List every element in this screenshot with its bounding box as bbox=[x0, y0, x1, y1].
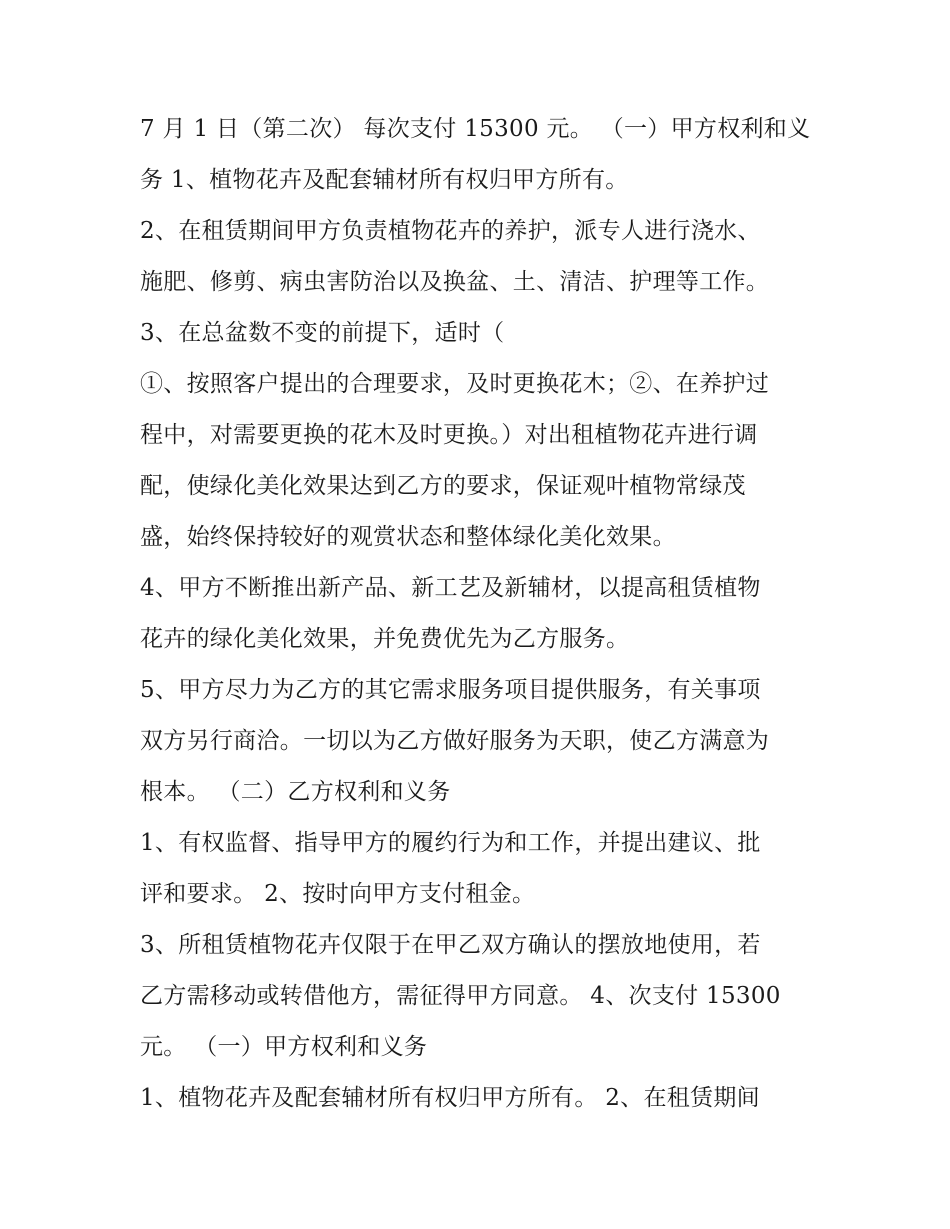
text-line: 3、所租赁植物花卉仅限于在甲乙双方确认的摆放地使用，若 bbox=[140, 932, 761, 958]
text-line: 4、甲方不断推出新产品、新工艺及新辅材，以提高租赁植物 bbox=[140, 575, 761, 601]
text-line: 5、甲方尽力为乙方的其它需求服务项目提供服务，有关事项 bbox=[140, 677, 761, 703]
text-line: 程中，对需要更换的花木及时更换。）对出租植物花卉进行调 bbox=[140, 422, 758, 448]
text-line: 务 1、植物花卉及配套辅材所有权归甲方所有。 bbox=[140, 167, 629, 193]
text-line: 1、植物花卉及配套辅材所有权归甲方所有。 2、在租赁期间 bbox=[140, 1085, 760, 1111]
text-line: 根本。 （二）乙方权利和义务 bbox=[140, 779, 451, 805]
text-line: 评和要求。 2、按时向甲方支付租金。 bbox=[140, 881, 536, 907]
text-line: 配，使绿化美化效果达到乙方的要求，保证观叶植物常绿茂 bbox=[140, 473, 746, 499]
text-line: 双方另行商洽。一切以为乙方做好服务为天职，使乙方满意为 bbox=[140, 728, 770, 754]
text-line: 花卉的绿化美化效果，并免费优先为乙方服务。 bbox=[140, 626, 630, 652]
text-line: ①、按照客户提出的合理要求，及时更换花木；②、在养护过 bbox=[140, 371, 770, 397]
text-line: 乙方需移动或转借他方，需征得甲方同意。 4、次支付 15300 bbox=[140, 983, 781, 1009]
text-line: 1、有权监督、指导甲方的履约行为和工作，并提出建议、批 bbox=[140, 830, 761, 856]
text-line: 元。 （一）甲方权利和义务 bbox=[140, 1034, 428, 1060]
text-line: 施肥、修剪、病虫害防治以及换盆、土、清洁、护理等工作。 bbox=[140, 269, 770, 295]
text-line: 2、在租赁期间甲方负责植物花卉的养护，派专人进行浇水、 bbox=[140, 218, 761, 244]
text-line: 3、在总盆数不变的前提下，适时（ bbox=[140, 320, 505, 346]
text-line: 盛，始终保持较好的观赏状态和整体绿化美化效果。 bbox=[140, 524, 676, 550]
text-line: 7 月 1 日（第二次） 每次支付 15300 元。 （一）甲方权利和义 bbox=[140, 116, 811, 142]
document-body bbox=[140, 104, 830, 1124]
